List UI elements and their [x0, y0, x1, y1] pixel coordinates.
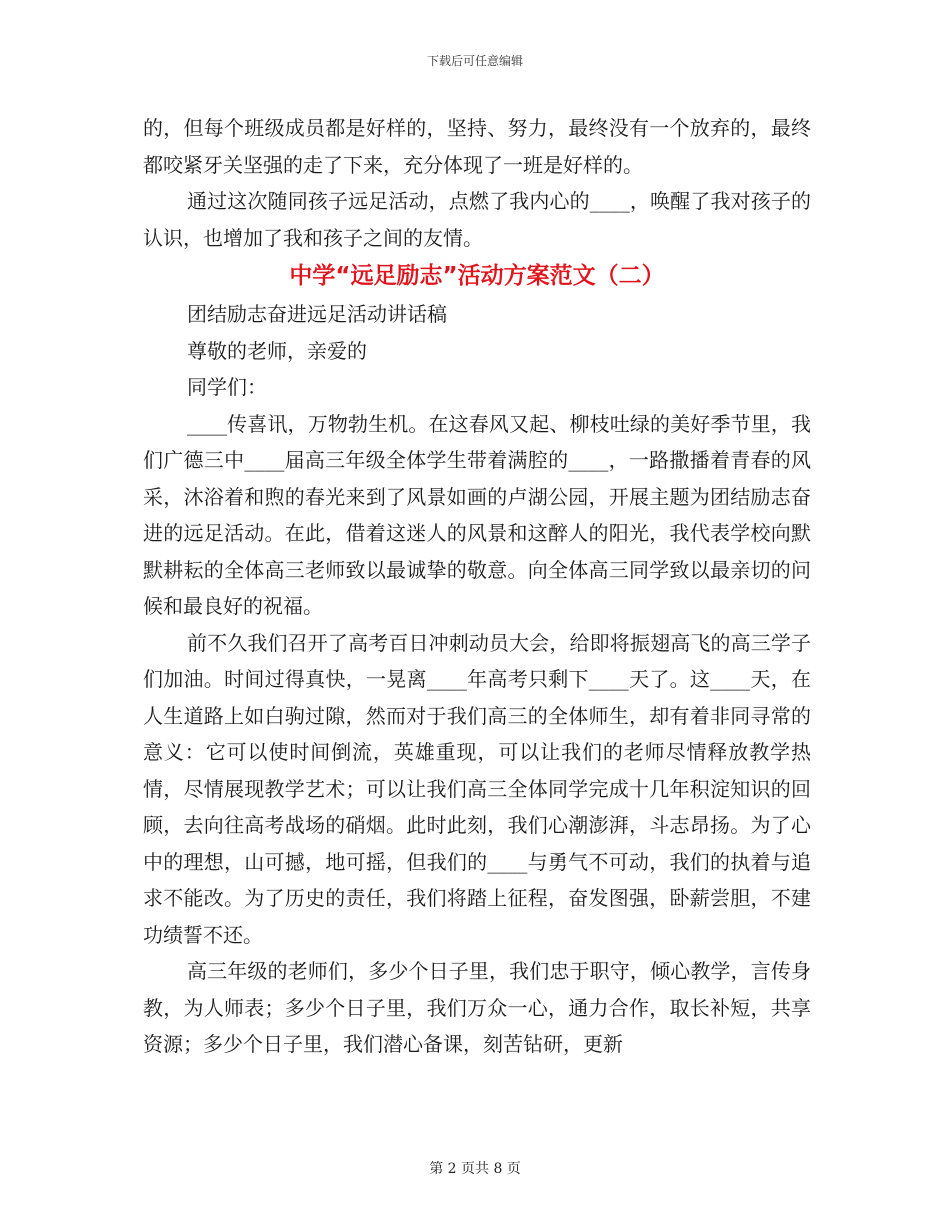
page-header: 下载后可任意编辑 [426, 54, 523, 68]
paragraph: 团结励志奋进远足活动讲话稿 [187, 302, 447, 326]
paragraph: 高三年级的老师们，多少个日子里，我们忠于职守，倾心教学，言传身教，为人师表；多少个日子里，我们万众一心，通力合作，取长补短，共享资源；多少个日子里，我们潜心备课，刻苦钻研，更新 [143, 959, 811, 1056]
paragraph: 通过这次随同孩子远足活动，点燃了我内心的____，唤醒了我对孩子的认识，也增加了我和孩子之间的友情。 [143, 189, 811, 250]
paragraph: 的，但每个班级成员都是好样的，坚持、努力，最终没有一个放弃的，最终都咬紧牙关坚强的走了下来，充分体现了一班是好样的。 [143, 116, 811, 177]
paragraph: ____传喜讯，万物勃生机。在这春风又起、柳枝吐绿的美好季节里，我们广德三中____届高三年级全体学生带着满腔的____，一路撒播着青春的风采，沐浴着和煦的春光来到了风景如画的卢湖公园，开展主题为团结励志奋进的远足活动。在此，借着这迷人的风景和这醉人的阳光，我代表学校向默默耕耘的全体高三老师致以最诚挚的敬意。向全体高三同学致以最亲切的问候和最良好的祝福。 [143, 411, 811, 618]
paragraph: 同学们： [187, 375, 267, 399]
section-title: 中学“远足励志”活动方案范文（二） [289, 263, 665, 289]
paragraph: 尊敬的老师，亲爱的 [187, 338, 367, 363]
document-body [143, 110, 811, 1063]
page-footer: 第 2 页共 8 页 [429, 1161, 521, 1177]
paragraph: 前不久我们召开了高考百日冲刺动员大会，给即将振翅高飞的高三学子们加油。时间过得真快，一晃离____年高考只剩下____天了。这____天，在人生道路上如白驹过隙，然而对于我们高三的全体师生，却有着非同寻常的意义：它可以使时间倒流，英雄重现，可以让我们的老师尽情释放教学热情，尽情展现教学艺术；可以让我们高三全体同学完成十几年积淀知识的回顾，去向往高考战场的硝烟。此时此刻，我们心潮澎湃，斗志昂扬。为了心中的理想，山可撼，地可摇，但我们的____与勇气不可动，我们的执着与追求不能改。为了历史的责任，我们将踏上征程，奋发图强，卧薪尝胆，不建功绩誓不还。 [143, 630, 811, 947]
